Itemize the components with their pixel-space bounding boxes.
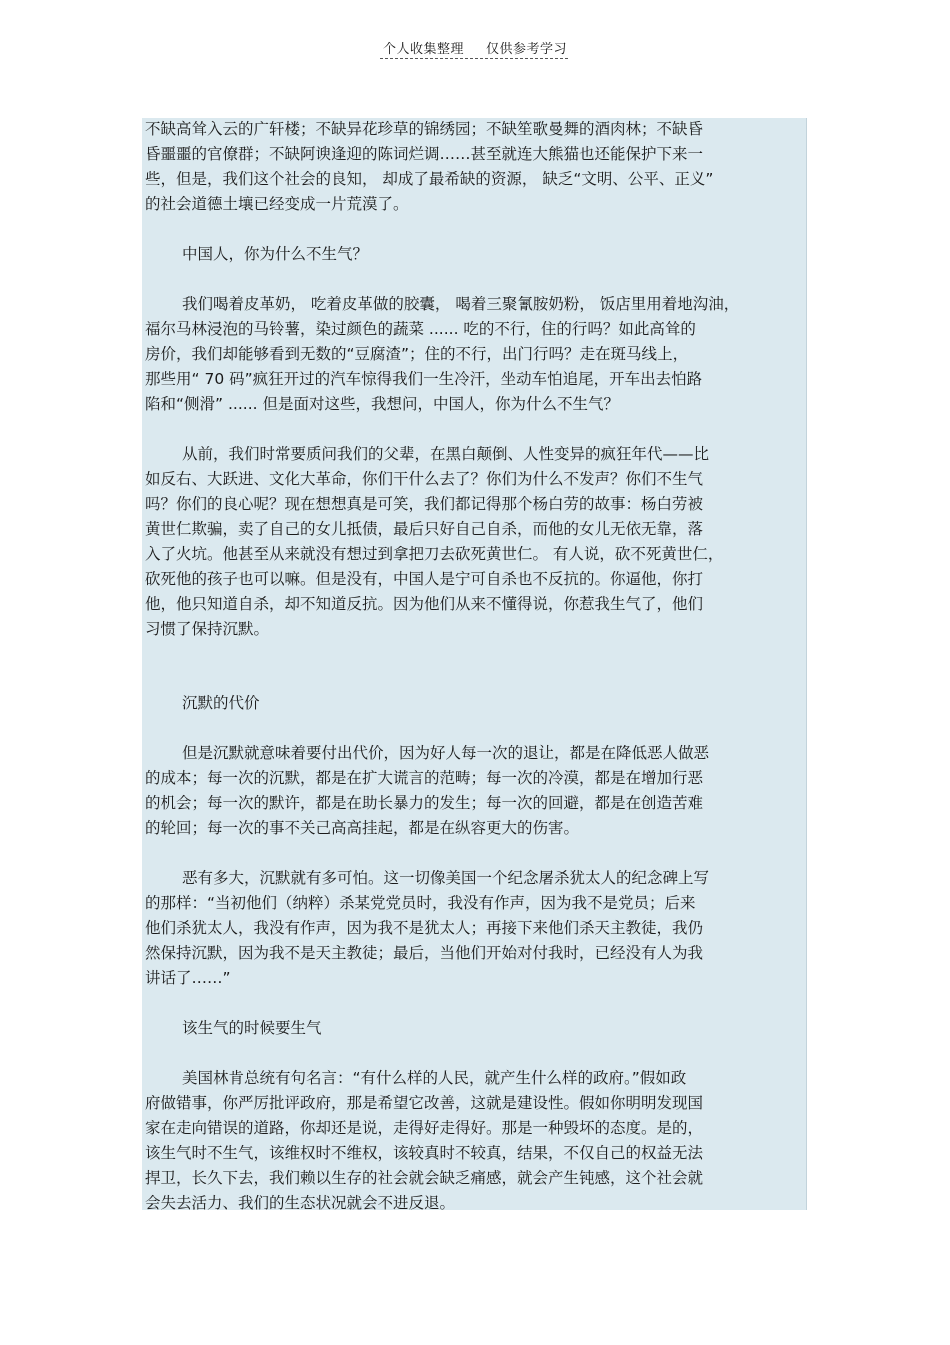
- text-line: 然保持沉默，因为我不是天主教徒；最后，当他们开始对付我时，已经没有人为我: [145, 944, 704, 962]
- text-line: 美国林肯总统有句名言：“有什么样的人民，就产生什么样的政府。”假如政: [182, 1069, 687, 1087]
- text-line: 从前，我们时常要质问我们的父辈，在黑白颠倒、人性变异的疯狂年代——比: [182, 445, 710, 463]
- section-heading: 沉默的代价: [182, 694, 260, 712]
- text-line: 昏噩噩的官僚群；不缺阿谀逢迎的陈词烂调……甚至就连大熊猫也还能保护下来一: [145, 145, 704, 163]
- header-left-text: 个人收集整理: [382, 42, 464, 57]
- text-line: 砍死他的孩子也可以嘛。但是没有，中国人是宁可自杀也不反抗的。你逼他，你打: [145, 570, 704, 588]
- text-line: 的机会；每一次的默许，都是在助长暴力的发生；每一次的回避，都是在创造苦难: [145, 794, 704, 812]
- page-header: [0, 38, 950, 57]
- section-heading: 中国人，你为什么不生气？: [182, 245, 369, 263]
- text-line: 些，但是，我们这个社会的良知， 却成了最希缺的资源， 缺乏“文明、公平、正义”: [145, 170, 714, 188]
- text-line: 捍卫，长久下去，我们赖以生存的社会就会缺乏痛感，就会产生钝感，这个社会就: [145, 1169, 704, 1187]
- text-line: 入了火坑。他甚至从来就没有想过到拿把刀去砍死黄世仁。 有人说，砍不死黄世仁，: [145, 545, 724, 563]
- header-right-text: 仅供参考学习: [486, 42, 568, 57]
- text-line: 但是沉默就意味着要付出代价，因为好人每一次的退让，都是在降低恶人做恶: [182, 744, 710, 762]
- text-line: 他们杀犹太人，我没有作声，因为我不是犹太人；再接下来他们杀天主教徒，我仍: [145, 919, 704, 937]
- text-line: 的成本；每一次的沉默，都是在扩大谎言的范畴；每一次的冷漠，都是在增加行恶: [145, 769, 704, 787]
- text-line: 会失去活力、我们的生态状况就会不进反退。: [145, 1194, 456, 1212]
- section-heading: 该生气的时候要生气: [182, 1019, 322, 1037]
- text-line: 那些用“ 70 码”疯狂开过的汽车惊得我们一生冷汗，坐动车怕追尾，开车出去怕路: [145, 370, 703, 388]
- text-line: 府做错事，你严厉批评政府，那是希望它改善，这就是建设性。假如你明明发现国: [145, 1094, 704, 1112]
- text-line: 的社会道德土壤已经变成一片荒漠了。: [145, 195, 409, 213]
- text-panel: [142, 118, 807, 1210]
- text-line: 的那样：“当初他们（纳粹）杀某党党员时，我没有作声，因为我不是党员；后来: [145, 894, 696, 912]
- text-line: 如反右、大跃进、文化大革命，你们干什么去了？你们为什么不发声？你们不生气: [145, 470, 704, 488]
- text-line: 黄世仁欺骗，卖了自己的女儿抵债，最后只好自己自杀，而他的女儿无依无靠，落: [145, 520, 704, 538]
- text-line: 讲话了……”: [145, 969, 231, 987]
- text-line: 该生气时不生气，该维权时不维权，该较真时不较真，结果，不仅自己的权益无法: [145, 1144, 704, 1162]
- text-line: 的轮回；每一次的事不关己高高挂起，都是在纵容更大的伤害。: [145, 819, 580, 837]
- text-line: 恶有多大，沉默就有多可怕。这一切像美国一个纪念屠杀犹太人的纪念碑上写: [182, 869, 710, 887]
- header-divider: [380, 58, 568, 59]
- text-line: 他，他只知道自杀，却不知道反抗。因为他们从来不懂得说，你惹我生气了，他们: [145, 595, 704, 613]
- text-line: 房价，我们却能够看到无数的“豆腐渣”；住的不行，出门行吗？走在斑马线上，: [145, 345, 689, 363]
- text-line: 习惯了保持沉默。: [145, 620, 270, 638]
- text-line: 不缺高耸入云的广轩楼；不缺异花珍草的锦绣园；不缺笙歌曼舞的酒肉林；不缺昏: [145, 120, 704, 138]
- text-line: 家在走向错误的道路，你却还是说，走得好走得好。那是一种毁坏的态度。是的，: [145, 1119, 704, 1137]
- text-line: 我们喝着皮革奶， 吃着皮革做的胶囊， 喝着三聚氰胺奶粉， 饭店里用着地沟油，: [182, 295, 740, 313]
- text-line: 吗？你们的良心呢？现在想想真是可笑，我们都记得那个杨白劳的故事：杨白劳被: [145, 495, 704, 513]
- text-line: 陷和“侧滑” ...... 但是面对这些，我想问，中国人，你为什么不生气？: [145, 395, 619, 413]
- text-line: 福尔马林浸泡的马铃薯，染过颜色的蔬菜 ...... 吃的不行，住的行吗？如此高耸的: [145, 320, 696, 338]
